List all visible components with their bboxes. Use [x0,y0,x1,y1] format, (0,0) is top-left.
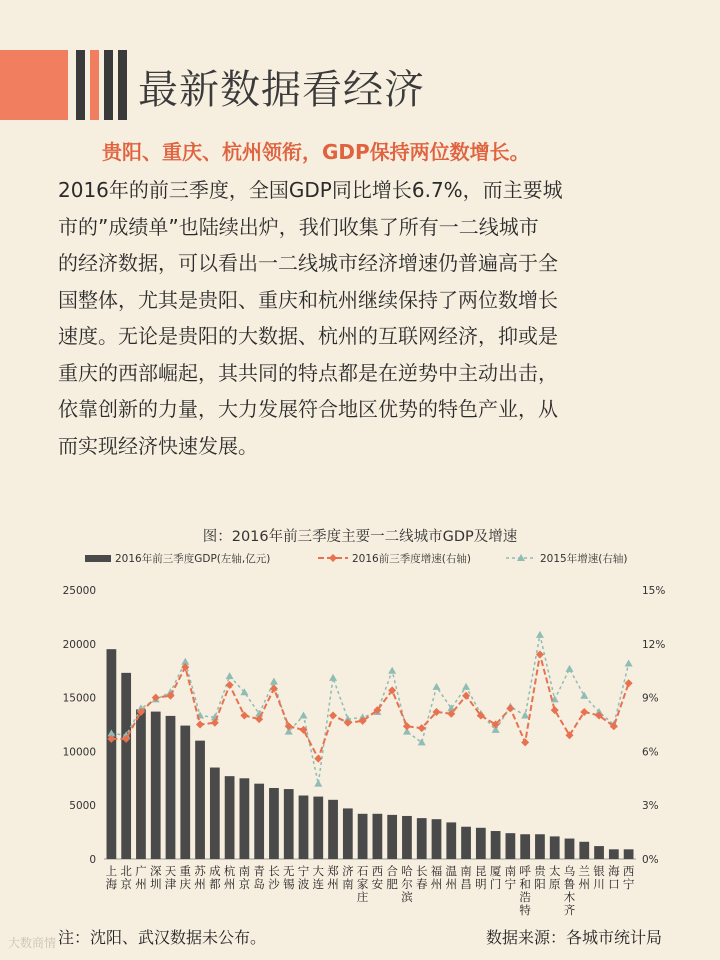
body-line: 国整体，尤其是贵阳、重庆和杭州继续保持了两位数增长 [58,287,558,312]
growth-2015-point [580,692,588,699]
body-line: 2016年的前三季度，全国GDP同比增长6.7%，而主要城 [58,178,563,202]
x-tick-label: 杭州 [223,864,236,891]
bar-gdp [313,797,323,859]
x-tick-label: 太原 [548,864,561,891]
legend-label-2016: 2016前三季度增速(右轴) [352,553,471,565]
bar-gdp [609,849,619,859]
growth-2015-point [226,672,234,679]
growth-2016-point [314,755,322,763]
bar-gdp [343,808,353,859]
x-tick-label: 海口 [608,864,620,891]
y-left-tick-label: 25000 [62,585,96,597]
growth-2016-point [521,738,529,746]
growth-2016-point [196,721,204,729]
bar-gdp [565,839,575,859]
gdp-chart [0,545,720,917]
x-tick-label: 西安 [371,864,384,891]
bar-gdp [240,778,250,859]
bar-gdp [446,822,456,859]
x-tick-label: 哈尔滨 [401,864,413,904]
x-tick-label: 重庆 [179,864,192,891]
bar-gdp [387,815,397,859]
bar-gdp [491,831,501,859]
growth-2015-point [300,712,308,719]
growth-2016-point [403,722,411,730]
x-tick-label: 西宁 [622,864,635,891]
y-left-tick-label: 0 [89,854,96,866]
y-left-tick-label: 20000 [62,638,96,651]
bar-gdp [166,716,176,859]
bar-gdp [358,814,368,859]
x-tick-label: 石家庄 [356,864,369,904]
y-right-tick-label: 6% [642,746,659,759]
legend-label-2015: 2015年增速(右轴) [540,553,628,565]
x-tick-label: 长沙 [268,864,280,891]
accent-bar-4 [118,50,127,120]
bar-gdp [624,849,634,859]
legend-swatch-gdp [85,555,111,562]
y-right-tick-label: 9% [642,692,659,705]
page-title: 最新数据看经济 [138,67,425,113]
legend-marker-2016 [329,554,337,562]
growth-2016-point [506,704,514,712]
chart-title: 图：2016年前三季度主要一二线城市GDP及增速 [202,529,518,545]
x-tick-label: 温州 [445,864,458,891]
bar-gdp [121,673,131,859]
data-source: 数据来源：各城市统计局 [485,928,662,947]
y-left-tick-label: 15000 [62,692,96,705]
bar-gdp [402,816,412,859]
growth-2015-point [521,712,529,719]
bar-gdp [269,788,279,859]
y-right-tick-label: 3% [642,800,659,813]
x-tick-label: 南宁 [504,864,517,891]
x-tick-label: 呼和浩特 [519,864,531,917]
bar-gdp [210,768,220,859]
x-tick-label: 北京 [120,864,132,891]
x-tick-label: 乌鲁木齐 [563,864,576,917]
bar-gdp [417,818,427,859]
growth-2015-point [388,667,396,674]
x-tick-label: 南昌 [460,864,472,891]
growth-2015-point [566,665,574,672]
accent-bar-1 [76,50,85,120]
body-line: 市的”成绩单”也陆续出炉，我们收集了所有一二线城市 [58,214,539,239]
accent-block [0,50,68,120]
growth-2016-point [240,712,248,720]
bar-gdp [225,776,235,859]
x-tick-label: 宁波 [297,864,310,891]
bar-gdp [195,741,205,859]
body-line: 而实现经济快速发展。 [58,433,258,458]
x-tick-label: 上海 [105,864,118,891]
bar-gdp [180,726,190,859]
legend-label-gdp: 2016年前三季度GDP(左轴,亿元) [115,553,271,565]
x-tick-label: 大连 [312,864,325,891]
bar-gdp [520,834,530,859]
bar-gdp [550,836,560,859]
bar-gdp [476,828,486,859]
growth-2015-point [462,683,470,690]
footnote: 注：沈阳、武汉数据未公布。 [58,928,267,947]
body-line: 重庆的西部崛起，其共同的特点都是在逆势中主动出击， [58,360,558,385]
growth-2015-point [270,677,278,684]
growth-2016-point [344,719,352,727]
bar-gdp [299,796,309,859]
bar-gdp [506,833,516,859]
x-tick-label: 福州 [430,864,443,891]
subtitle: 贵阳、重庆、杭州领衔，GDP保持两位数增长。 [102,140,530,164]
x-tick-label: 郑州 [327,864,339,891]
bar-gdp [373,814,383,859]
y-left-tick-label: 10000 [62,746,96,759]
growth-2015-point [433,683,441,690]
growth-2016-point [167,692,175,700]
x-tick-label: 青岛 [253,864,265,891]
x-tick-label: 贵阳 [534,864,546,891]
bar-gdp [254,784,264,859]
body-paragraph [58,172,670,464]
accent-bar-3 [104,50,113,120]
y-right-tick-label: 15% [642,585,666,597]
bar-gdp [535,834,545,859]
x-tick-label: 合肥 [386,864,398,891]
body-line: 速度。无论是贵阳的大数据、杭州的互联网经济，抑或是 [58,324,558,348]
x-tick-label: 银川 [593,864,605,891]
body-line: 依靠创新的力量，大力发展符合地区优势的特色产业，从 [58,397,558,421]
x-tick-label: 南京 [238,864,251,891]
y-left-tick-label: 5000 [69,800,96,813]
x-tick-label: 深圳 [149,864,162,891]
growth-2016-point [226,681,234,689]
x-tick-label: 长春 [415,864,428,891]
x-tick-label: 成都 [209,864,221,891]
x-tick-label: 兰州 [578,864,591,891]
accent-bar-2 [90,50,99,120]
growth-2015-point [314,780,322,787]
growth-2015-point [625,660,633,667]
body-line: 的经济数据，可以看出一二线城市经济增速仍普遍高于全 [58,251,558,275]
bar-gdp [151,712,161,859]
bar-gdp [284,789,294,859]
x-tick-label: 昆明 [475,864,487,891]
x-tick-label: 苏州 [194,864,206,891]
growth-2016-point [625,679,633,687]
watermark: 大数商情 [8,936,57,950]
x-tick-label: 天津 [164,864,177,891]
growth-2015-point [329,674,337,681]
y-right-tick-label: 0% [642,854,659,866]
bar-gdp [594,846,604,859]
x-tick-label: 厦门 [489,864,502,891]
y-right-tick-label: 12% [642,638,666,651]
bar-gdp [107,649,117,859]
x-tick-label: 无锡 [282,864,295,891]
growth-2016-point [329,712,337,720]
x-tick-label: 广州 [135,864,147,891]
growth-2015-point [240,688,248,695]
growth-2015-point [536,631,544,638]
bar-gdp [432,819,442,859]
x-tick-label: 济南 [342,864,354,891]
bar-gdp [579,842,589,859]
bar-gdp [136,709,146,859]
bar-gdp [461,827,471,859]
bar-gdp [328,800,338,859]
